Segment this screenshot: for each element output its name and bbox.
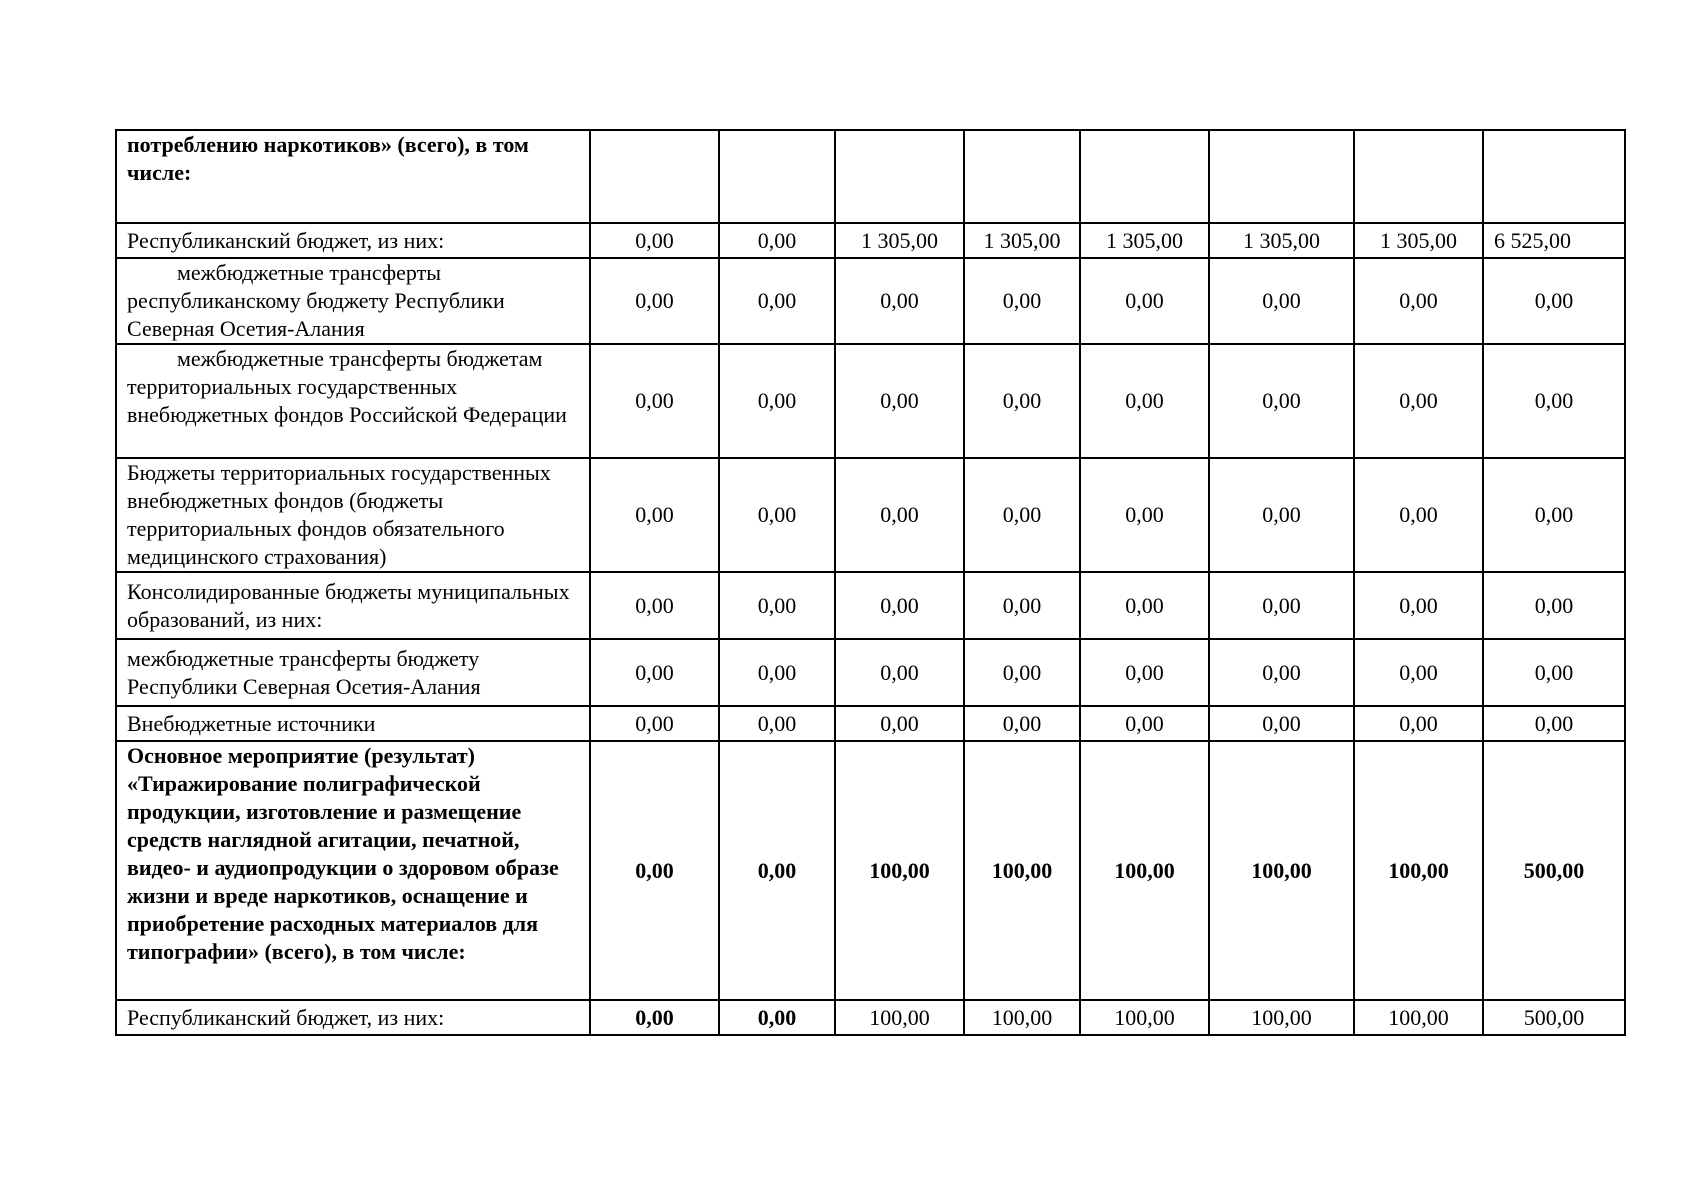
value-cell: 0,00	[835, 572, 964, 639]
value-cell: 500,00	[1483, 741, 1625, 1000]
value-cell: 0,00	[719, 223, 835, 258]
value-cell: 100,00	[1354, 1000, 1483, 1035]
value-cell: 0,00	[964, 706, 1080, 741]
value-cell: 0,00	[590, 458, 719, 572]
value-cell	[1354, 130, 1483, 223]
value-cell: 0,00	[719, 458, 835, 572]
value-cell: 0,00	[964, 572, 1080, 639]
value-cell: 0,00	[1209, 344, 1354, 458]
value-cell	[590, 130, 719, 223]
value-cell: 0,00	[590, 344, 719, 458]
value-cell: 0,00	[1080, 344, 1209, 458]
value-cell: 0,00	[1080, 572, 1209, 639]
value-cell: 0,00	[1354, 639, 1483, 706]
value-cell: 1 305,00	[1080, 223, 1209, 258]
table-row	[116, 1000, 1625, 1035]
value-cell: 0,00	[1080, 706, 1209, 741]
value-cell: 0,00	[1209, 706, 1354, 741]
value-cell: 0,00	[1483, 258, 1625, 344]
value-cell: 500,00	[1483, 1000, 1625, 1035]
row-label: Республиканский бюджет, из них:	[116, 223, 590, 258]
value-cell: 100,00	[964, 741, 1080, 1000]
budget-table	[115, 129, 1626, 1036]
value-cell: 0,00	[590, 1000, 719, 1035]
table-row	[116, 258, 1625, 344]
value-cell: 100,00	[835, 1000, 964, 1035]
value-cell: 0,00	[719, 344, 835, 458]
value-cell: 0,00	[835, 706, 964, 741]
value-cell: 0,00	[1080, 458, 1209, 572]
row-label: потреблению наркотиков» (всего), в том числе:	[116, 130, 590, 223]
row-label: Внебюджетные источники	[116, 706, 590, 741]
value-cell	[1483, 130, 1625, 223]
value-cell: 0,00	[590, 223, 719, 258]
value-cell: 0,00	[964, 458, 1080, 572]
value-cell: 1 305,00	[1209, 223, 1354, 258]
table-row	[116, 706, 1625, 741]
value-cell: 100,00	[1080, 741, 1209, 1000]
value-cell: 0,00	[719, 572, 835, 639]
value-cell: 0,00	[1209, 639, 1354, 706]
value-cell: 0,00	[1080, 639, 1209, 706]
value-cell: 0,00	[1354, 344, 1483, 458]
value-cell: 0,00	[719, 258, 835, 344]
value-cell: 0,00	[719, 639, 835, 706]
value-cell: 0,00	[590, 639, 719, 706]
table-row	[116, 130, 1625, 223]
value-cell	[719, 130, 835, 223]
value-cell: 0,00	[590, 258, 719, 344]
value-cell: 0,00	[719, 706, 835, 741]
value-cell: 6 525,00	[1483, 223, 1625, 258]
table-row	[116, 458, 1625, 572]
value-cell: 0,00	[964, 639, 1080, 706]
value-cell: 0,00	[1209, 458, 1354, 572]
value-cell	[835, 130, 964, 223]
value-cell: 1 305,00	[964, 223, 1080, 258]
value-cell: 0,00	[1483, 458, 1625, 572]
value-cell: 0,00	[1483, 639, 1625, 706]
value-cell: 0,00	[1080, 258, 1209, 344]
value-cell: 0,00	[1354, 572, 1483, 639]
row-label: межбюджетные трансферты республиканскому бюджету Республики Северная Осетия-Алания	[116, 258, 590, 344]
row-label: Консолидированные бюджеты муниципальных образований, из них:	[116, 572, 590, 639]
value-cell: 100,00	[964, 1000, 1080, 1035]
value-cell: 100,00	[1354, 741, 1483, 1000]
table-row	[116, 741, 1625, 1000]
value-cell: 0,00	[1354, 458, 1483, 572]
value-cell: 0,00	[590, 741, 719, 1000]
table-row	[116, 572, 1625, 639]
table-body	[116, 130, 1625, 1035]
value-cell	[1080, 130, 1209, 223]
value-cell: 0,00	[964, 344, 1080, 458]
value-cell: 0,00	[1483, 706, 1625, 741]
row-label: Республиканский бюджет, из них:	[116, 1000, 590, 1035]
value-cell: 0,00	[1354, 706, 1483, 741]
value-cell: 100,00	[1080, 1000, 1209, 1035]
value-cell: 0,00	[835, 344, 964, 458]
value-cell: 100,00	[1209, 741, 1354, 1000]
table-row	[116, 639, 1625, 706]
value-cell: 0,00	[835, 258, 964, 344]
value-cell: 100,00	[1209, 1000, 1354, 1035]
value-cell: 0,00	[964, 258, 1080, 344]
value-cell: 0,00	[1483, 572, 1625, 639]
value-cell: 0,00	[1209, 258, 1354, 344]
row-label: межбюджетные трансферты бюджету Республики Северная Осетия-Алания	[116, 639, 590, 706]
value-cell: 0,00	[835, 458, 964, 572]
value-cell: 0,00	[719, 741, 835, 1000]
table-row	[116, 344, 1625, 458]
value-cell: 0,00	[719, 1000, 835, 1035]
value-cell: 0,00	[590, 572, 719, 639]
value-cell: 0,00	[835, 639, 964, 706]
value-cell: 0,00	[1483, 344, 1625, 458]
value-cell	[1209, 130, 1354, 223]
row-label: Основное мероприятие (результат) «Тиражирование полиграфической продукции, изготовление и размещение средств наглядной агитации, печатной, видео- и аудиопродукции о здоровом образе жизни и вреде наркотиков, оснащение и приобретение расходных материалов для типографии» (всего), в том числе:	[116, 741, 590, 1000]
value-cell: 0,00	[590, 706, 719, 741]
row-label: Бюджеты территориальных государственных внебюджетных фондов (бюджеты территориальных фондов обязательного медицинского страхования)	[116, 458, 590, 572]
value-cell	[964, 130, 1080, 223]
value-cell: 0,00	[1209, 572, 1354, 639]
table-row	[116, 223, 1625, 258]
value-cell: 1 305,00	[1354, 223, 1483, 258]
value-cell: 1 305,00	[835, 223, 964, 258]
value-cell: 0,00	[1354, 258, 1483, 344]
value-cell: 100,00	[835, 741, 964, 1000]
row-label: межбюджетные трансферты бюджетам территориальных государственных внебюджетных фондов Российской Федерации	[116, 344, 590, 458]
